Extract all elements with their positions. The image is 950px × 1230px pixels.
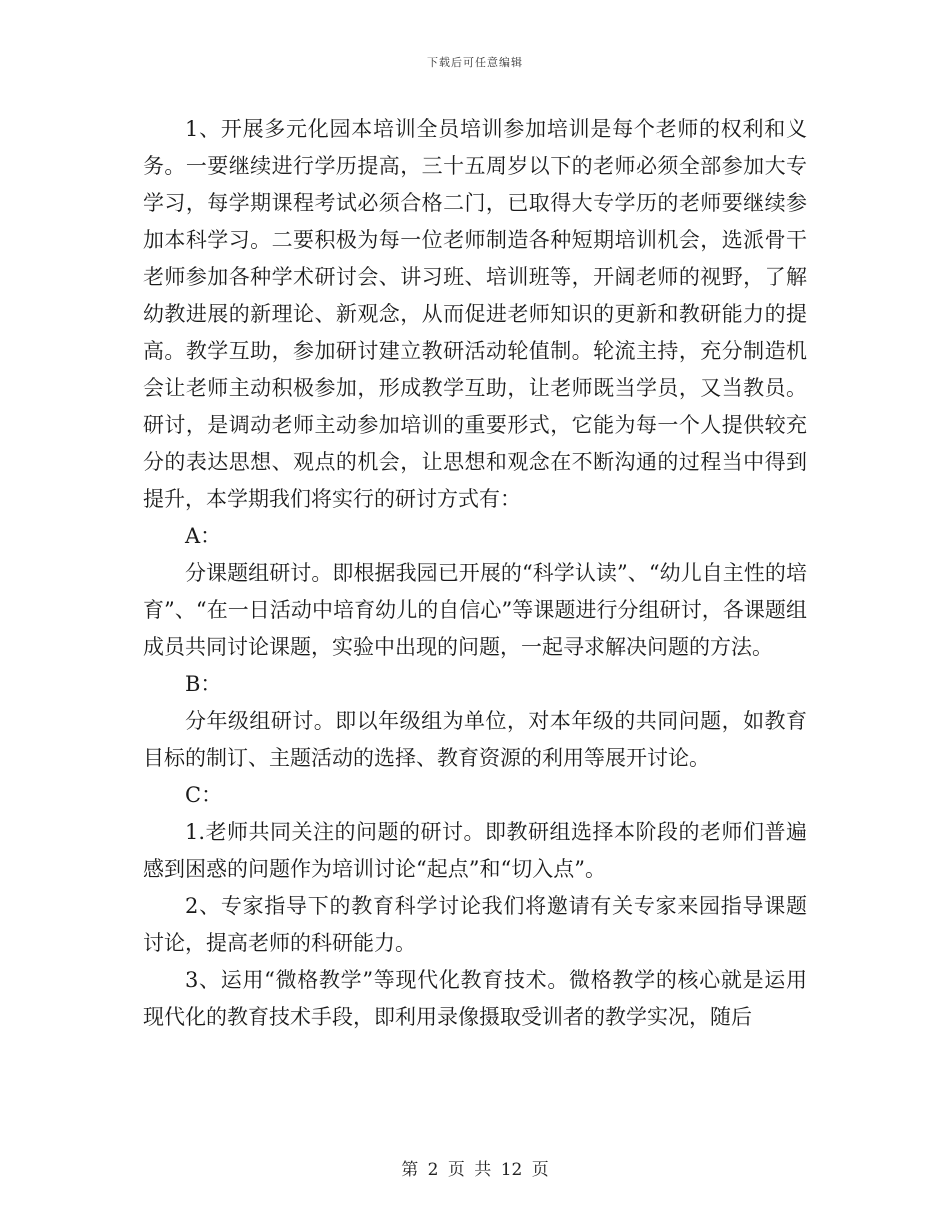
paragraph-training: 1、开展多元化园本培训全员培训参加培训是每个老师的权利和义务。一要继续进行学历提高，三十五周岁以下的老师必须全部参加大专学习，每学期课程考试必须合格二门，已取得大专学历的老师要继续参加本科学习。二要积极为每一位老师制造各种短期培训机会，选派骨干老师参加各种学术研讨会、讲习班、培训班等，开阔老师的视野，了解幼教进展的新理论、新观念，从而促进老师知识的更新和教研能力的提高。教学互助，参加研讨建立教研活动轮值制。轮流主持，充分制造机会让老师主动积极参加，形成教学互助，让老师既当学员，又当教员。研讨，是调动老师主动参加培训的重要形式，它能为每一个人提供较充分的表达思想、观点的机会，让思想和观念在不断沟通的过程当中得到提升，本学期我们将实行的研讨方式有： (143, 117, 807, 511)
paragraph-topic-group: 分课题组研讨。即根据我园已开展的“科学认读”、“幼儿自主性的培育”、“在一日活动中培育幼儿的自信心”等课题进行分组研讨，各课题组成员共同讨论课题，实验中出现的问题，一起寻求解决问题的方法。 (143, 561, 807, 659)
page-footer: 第 2 页 共 12 页 (401, 1160, 549, 1180)
page-header: 下载后可任意编辑 (427, 56, 523, 69)
paragraph-common-issues: 1.老师共同关注的问题的研讨。即教研组选择本阶段的老师们普遍感到困惑的问题作为培训讨论“起点”和“切入点”。 (143, 820, 807, 881)
paragraph-expert-guidance: 2、专家指导下的教育科学讨论我们将邀请有关专家来园指导课题讨论，提高老师的科研能力。 (143, 894, 807, 955)
section-label-c: C： (185, 783, 223, 807)
section-label-b: B： (185, 672, 222, 696)
section-label-a: A： (185, 524, 222, 548)
paragraph-grade-group: 分年级组研讨。即以年级组为单位，对本年级的共同问题，如教育目标的制订、主题活动的选择、教育资源的利用等展开讨论。 (143, 709, 807, 770)
document-body (143, 111, 807, 1036)
paragraph-microteaching: 3、运用“微格教学”等现代化教育技术。微格教学的核心就是运用现代化的教育技术手段，即利用录像摄取受训者的教学实况，随后 (143, 968, 807, 1029)
